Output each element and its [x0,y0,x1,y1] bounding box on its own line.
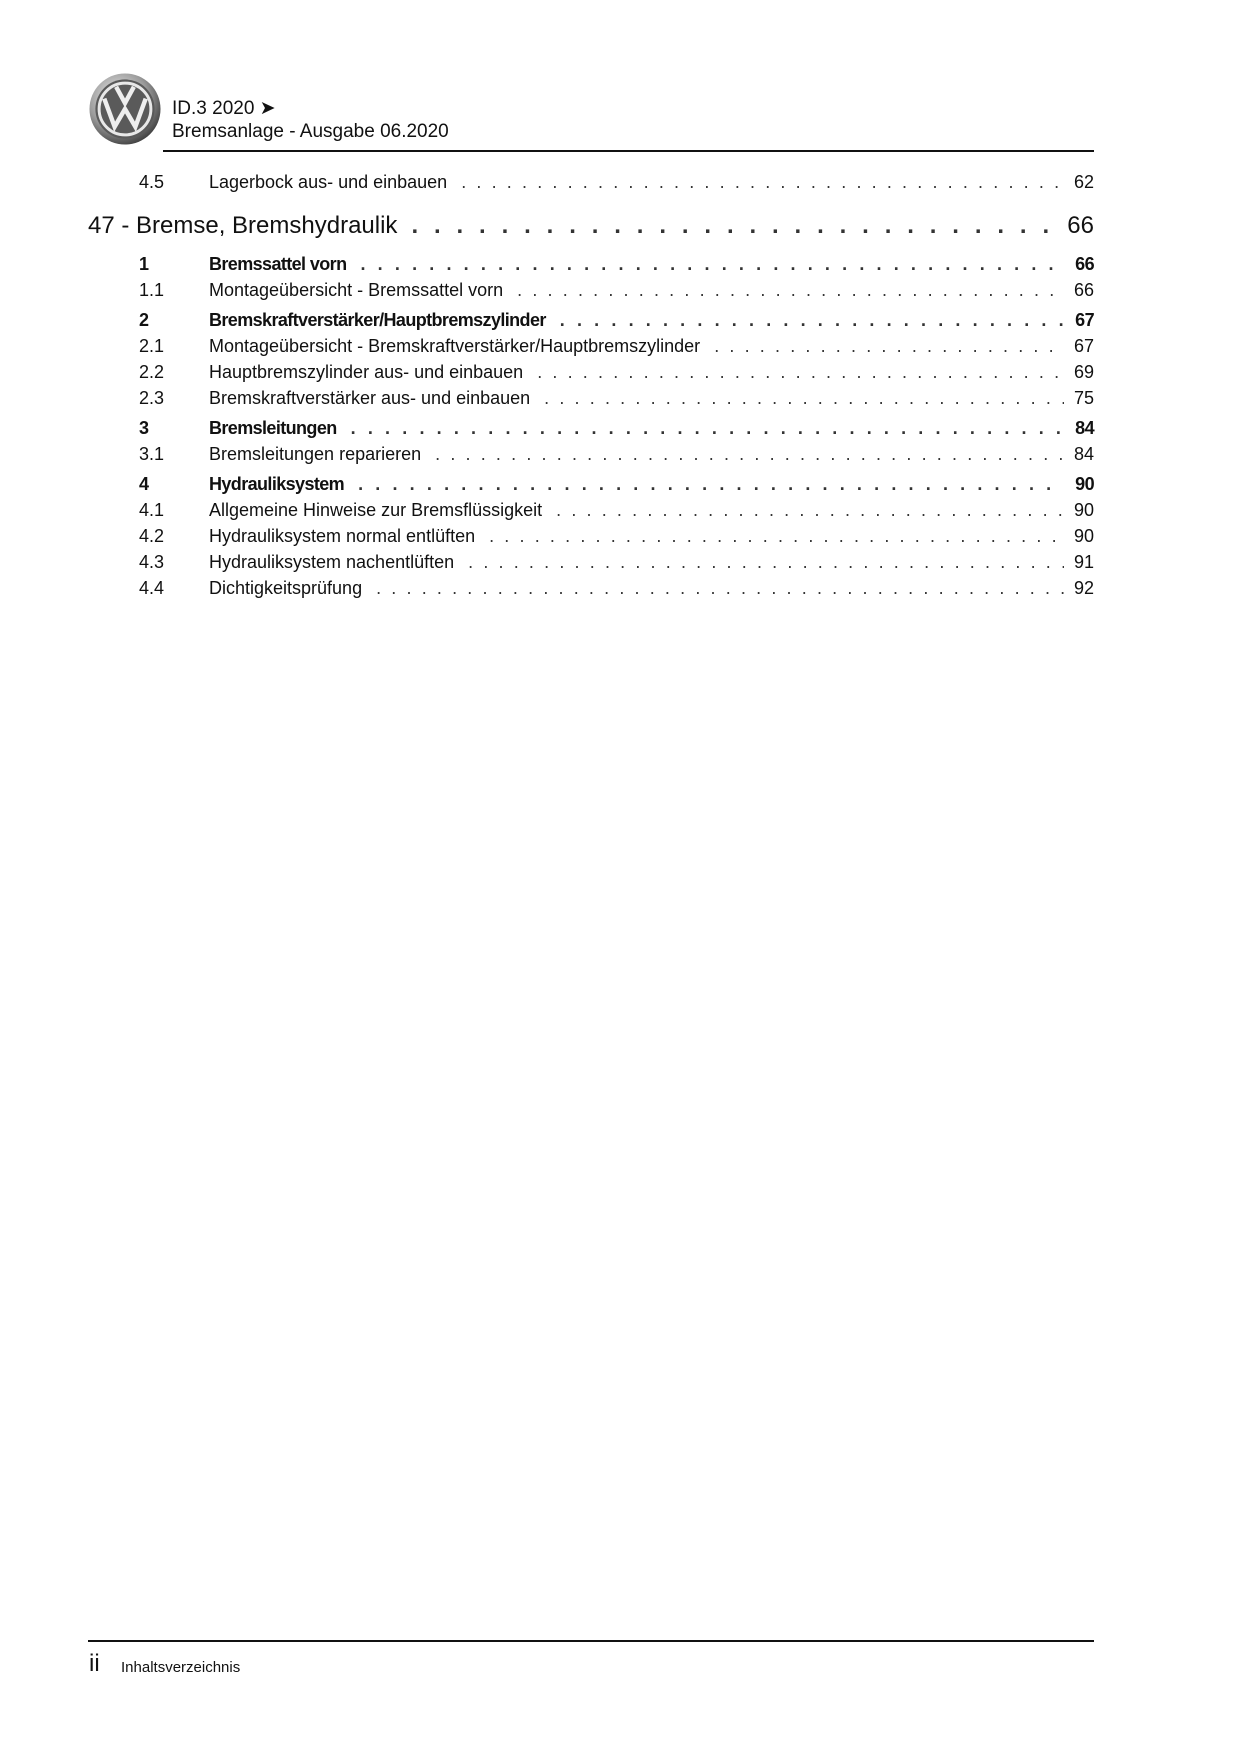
toc-entry[interactable] [88,388,1094,414]
toc-entry[interactable] [88,172,1094,198]
page-header [88,72,1094,152]
entry-number: 1 [139,254,149,274]
entry-number: 2.2 [139,362,165,382]
toc-entry[interactable] [88,500,1094,526]
model-label: ID.3 2020 ➤ [172,98,276,119]
toc-section[interactable] [88,474,1094,500]
entry-page: 66 [1067,212,1094,239]
section-title: Bremskraftverstärker/Hauptbremszylinder [209,310,546,330]
document-title: Bremsanlage - Ausgabe 06.2020 [172,121,449,142]
entry-number: 4.1 [139,500,165,520]
leader-dots [556,500,1064,521]
entry-number: 4.2 [139,526,165,546]
section-title: Bremssattel vorn [209,254,347,274]
page-number: ii [89,1650,100,1677]
entry-page: 67 [1075,310,1094,330]
leader-dots [376,578,1064,599]
entry-page: 90 [1073,526,1094,546]
entry-page: 66 [1075,254,1094,274]
leader-dots [435,444,1064,465]
toc-section[interactable] [88,310,1094,336]
entry-title: Montageübersicht - Bremskraftverstärker/Hauptbremszylinder [209,336,701,356]
leader-dots [517,280,1064,301]
entry-title: Montageübersicht - Bremssattel vorn [209,280,504,300]
entry-title: Hydrauliksystem nachentlüften [209,552,455,572]
toc-section[interactable] [88,418,1094,444]
leader-dots [537,362,1064,383]
footer-divider [88,1640,1094,1642]
footer-title: Inhaltsverzeichnis [121,1659,241,1676]
entry-title: Hauptbremszylinder aus- und einbauen [209,362,524,382]
toc-section[interactable] [88,254,1094,280]
entry-number: 2.3 [139,388,165,408]
entry-page: 91 [1073,552,1094,572]
page-footer [88,1640,1094,1677]
entry-page: 90 [1075,474,1094,494]
entry-page: 67 [1073,336,1094,356]
vw-logo-icon [88,72,162,146]
leader-dots [358,474,1064,495]
entry-title: Bremsleitungen reparieren [209,444,422,464]
toc-entry[interactable] [88,444,1094,470]
toc-entry[interactable] [88,552,1094,578]
entry-title: Hydrauliksystem normal entlüften [209,526,476,546]
toc-entry[interactable] [88,526,1094,552]
entry-number: 4.4 [139,578,165,598]
entry-number: 1.1 [139,280,165,300]
entry-number: 4.3 [139,552,165,572]
entry-number: 3.1 [139,444,165,464]
leader-dots [714,336,1064,357]
leader-dots [468,552,1064,573]
entry-title: Dichtigkeitsprüfung [209,578,363,598]
entry-page: 92 [1073,578,1094,598]
entry-page: 84 [1073,444,1094,464]
entry-number: 2 [139,310,149,330]
entry-page: 62 [1073,172,1094,192]
entry-page: 66 [1073,280,1094,300]
entry-number: 4.5 [139,172,165,192]
leader-dots [360,254,1064,275]
entry-page: 75 [1073,388,1094,408]
entry-title: Lagerbock aus- und einbauen [209,172,448,192]
header-divider [163,150,1094,152]
leader-dots [560,310,1064,331]
entry-page: 90 [1073,500,1094,520]
leader-dots [411,212,1064,240]
table-of-contents [88,172,1094,604]
toc-entry[interactable] [88,578,1094,604]
entry-number: 4 [139,474,149,494]
toc-chapter[interactable] [88,212,1094,250]
entry-number: 2.1 [139,336,165,356]
entry-title: Allgemeine Hinweise zur Bremsflüssigkeit [209,500,543,520]
toc-entry[interactable] [88,336,1094,362]
entry-title: Bremskraftverstärker aus- und einbauen [209,388,531,408]
entry-number: 3 [139,418,149,438]
leader-dots [351,418,1064,439]
entry-page: 69 [1073,362,1094,382]
leader-dots [489,526,1064,547]
toc-entry[interactable] [88,280,1094,306]
entry-page: 84 [1075,418,1094,438]
toc-entry[interactable] [88,362,1094,388]
leader-dots [461,172,1064,193]
leader-dots [544,388,1064,409]
section-title: Hydrauliksystem [209,474,345,494]
section-title: Bremsleitungen [209,418,337,438]
chapter-title: 47 - Bremse, Bremshydraulik [88,212,398,239]
